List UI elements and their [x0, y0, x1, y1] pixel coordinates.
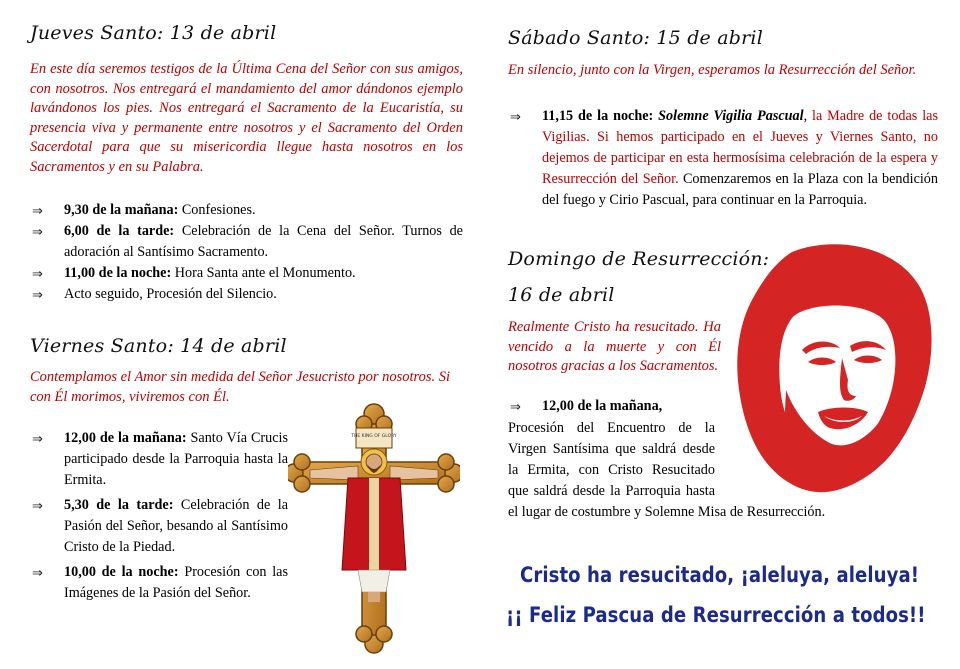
viernes-title-date: 14 de abril — [173, 335, 287, 357]
item-time: 11,00 de la noche: — [64, 265, 172, 281]
item-text: Acto seguido, Procesión del Silencio. — [64, 286, 277, 302]
list-item — [30, 221, 463, 263]
bullet-arrow-icon: ⇒ — [32, 203, 43, 218]
viernes-intro: Contemplamos el Amor sin medida del Señor Jesucristo por nosotros. Si con Él morimos, viviremos con Él. — [30, 369, 451, 405]
sabado-intro: En silencio, junto con la Virgen, esperamos la Resurrección del Señor. — [508, 62, 917, 78]
item-text: Celebración de la Pasión del Señor, besando al Santísimo Cristo de la Piedad. — [64, 497, 288, 555]
item-comma: , — [803, 108, 808, 124]
sabado-heading — [508, 27, 763, 49]
closing-line2: ¡¡ Feliz Pascua de Resurrección a todos!! — [506, 603, 926, 627]
bullet-arrow-icon: ⇒ — [32, 498, 43, 513]
domingo-intro: Realmente Cristo ha resucitado. Ha vencido a la muerte y con Él nosotros gracias a los Sacramentos. — [508, 319, 721, 375]
sabado-title-day: Sábado Santo: — [508, 27, 651, 49]
bullet-arrow-icon: ⇒ — [32, 266, 43, 281]
item-text: Comenzaremos en la Plaza con la bendición del fuego y Cirio Pascual, para continuar en la Parroquia. — [542, 171, 938, 208]
bullet-arrow-icon: ⇒ — [32, 224, 43, 239]
bullet-arrow-icon: ⇒ — [32, 565, 43, 580]
jesus-face-icon — [722, 240, 940, 502]
item-time: 10,00 de la noche: — [64, 564, 179, 580]
item-time: 12,00 de la mañana: — [64, 430, 187, 446]
item-red-text: la Madre de todas las Vigilias. Si hemos participado en el Jueves y Viernes Santo, no dejemos de participar en esta hermosísima celebración de la espera y Resurrección del Señor. — [542, 108, 938, 187]
list-item — [30, 428, 288, 491]
bullet-arrow-icon: ⇒ — [510, 109, 521, 124]
domingo-item-time-row — [508, 396, 718, 417]
item-text: Santo Vía Crucis participado desde la Parroquia hasta la Ermita. — [64, 430, 288, 488]
list-item — [30, 200, 463, 221]
domingo-heading-line2: 16 de abril — [508, 284, 615, 306]
jueves-title-day: Jueves Santo: — [30, 22, 164, 44]
cross-icon — [288, 402, 460, 654]
item-time: 5,30 de la tarde: — [64, 497, 174, 513]
list-item — [30, 562, 288, 604]
item-time: 6,00 de la tarde: — [64, 223, 175, 239]
list-item — [508, 106, 938, 211]
viernes-schedule — [30, 428, 288, 604]
item-time: 12,00 de la mañana, — [542, 398, 663, 414]
item-text: Confesiones. — [178, 202, 256, 218]
closing-line1: Cristo ha resucitado, ¡aleluya, aleluya! — [520, 563, 920, 587]
cross-plaque-text: THE KING OF GLORY — [351, 434, 397, 439]
jueves-intro: En este día seremos testigos de la Última Cena del Señor con sus amigos, con nosotros. Nos entregará el mandamiento del amor dándonos ejemplo lavándonos los pies. Nos entregará el Sacramento de la Eucaristía, su presencia viva y permanente entre nosotros y el Sacramento del Orden Sacerdotal para que su misericordia llegue hasta nosotros en los Sacramentos y en su Palabra. — [30, 61, 463, 175]
list-item — [30, 263, 463, 284]
item-time: 11,15 de la noche: — [542, 108, 654, 124]
item-text: Hora Santa ante el Monumento. — [171, 265, 356, 281]
jueves-title-date: 13 de abril — [163, 22, 277, 44]
bullet-arrow-icon: ⇒ — [510, 399, 521, 414]
item-text: Celebración de la Cena del Señor. Turnos de adoración al Santísimo Sacramento. — [64, 223, 463, 260]
viernes-heading — [30, 335, 287, 357]
item-text: Procesión con las Imágenes de la Pasión del Señor. — [64, 564, 289, 601]
sabado-title-date: 15 de abril — [650, 27, 763, 49]
item-vigil: Solemne Vigilia Pascual — [658, 108, 804, 124]
jueves-schedule — [30, 200, 463, 305]
domingo-heading-line1: Domingo de Resurrección: — [508, 248, 770, 270]
item-time: 9,30 de la mañana: — [64, 202, 179, 218]
sabado-schedule — [508, 106, 938, 211]
item-text: Procesión del Encuentro de la Virgen Santísima que saldrá desde la Ermita, con Cristo Resucitado que saldrá desde la Parroquia hasta el lugar de costumbre y Solemne Misa de Resurrección. — [508, 420, 826, 520]
list-item — [30, 284, 463, 305]
list-item — [508, 396, 718, 417]
bullet-arrow-icon: ⇒ — [32, 287, 43, 302]
jueves-heading — [30, 22, 276, 44]
viernes-title-day: Viernes Santo: — [30, 335, 174, 357]
list-item — [30, 495, 288, 558]
bullet-arrow-icon: ⇒ — [32, 431, 43, 446]
